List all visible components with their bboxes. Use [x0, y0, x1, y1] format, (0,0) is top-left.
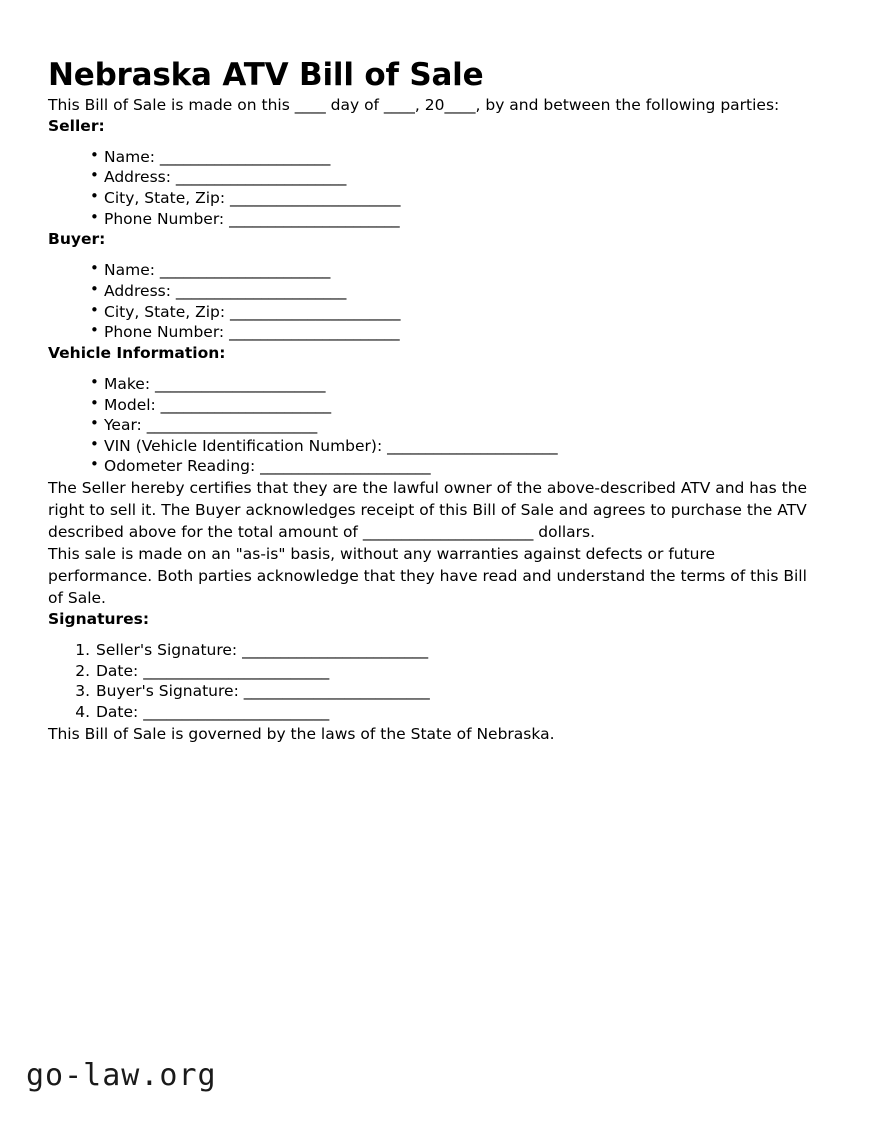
seller-field-list: [48, 147, 820, 229]
list-item: • VIN (Vehicle Identification Number): ______________________: [90, 436, 820, 457]
list-item: • Name: ______________________: [90, 260, 820, 281]
list-item: Date: ________________________: [96, 661, 330, 680]
signature-list: [48, 640, 820, 722]
intro-paragraph: This Bill of Sale is made on this ____ day of ____, 20____, by and between the following parties:: [48, 95, 780, 114]
list-item: • Phone Number: ______________________: [90, 209, 820, 230]
page-title: Nebraska ATV Bill of Sale: [48, 57, 484, 93]
buyer-field-list: [48, 260, 820, 342]
list-item: • City, State, Zip: ______________________: [90, 188, 820, 209]
section-heading-signatures: Signatures:: [48, 609, 150, 628]
document-content: [48, 0, 820, 745]
certification-paragraph: The Seller hereby certifies that they are the lawful owner of the above-described ATV and has the right to sell it. The Buyer acknowledges receipt of this Bill of Sale and agrees to purchase the ATV described above for the total amount of ______________________ dollars.: [48, 478, 808, 541]
section-heading-seller: Seller:: [48, 116, 105, 135]
list-item: • City, State, Zip: ______________________: [90, 302, 820, 323]
as-is-paragraph: This sale is made on an "as-is" basis, without any warranties against defects or future performance. Both parties acknowledge that they have read and understand the terms of this Bill of Sale.: [48, 544, 807, 607]
vehicle-field-list: [48, 374, 820, 477]
section-heading-buyer: Buyer:: [48, 230, 106, 249]
list-item: • Odometer Reading: ______________________: [90, 456, 820, 477]
list-item: • Phone Number: ______________________: [90, 322, 820, 343]
list-item: Seller's Signature: ________________________: [96, 641, 429, 660]
list-item: Buyer's Signature: ________________________: [96, 682, 430, 701]
list-item: Date: ________________________: [96, 702, 330, 721]
list-item: • Model: ______________________: [90, 395, 820, 416]
list-item: • Year: ______________________: [90, 415, 820, 436]
list-item: • Address: ______________________: [90, 167, 820, 188]
list-item: • Make: ______________________: [90, 374, 820, 395]
list-item: • Name: ______________________: [90, 147, 820, 168]
section-heading-vehicle-information: Vehicle Information:: [48, 343, 226, 362]
governing-law-paragraph: This Bill of Sale is governed by the laws of the State of Nebraska.: [48, 724, 555, 743]
site-watermark: go-law.org: [26, 1058, 217, 1093]
list-item: • Address: ______________________: [90, 281, 820, 302]
